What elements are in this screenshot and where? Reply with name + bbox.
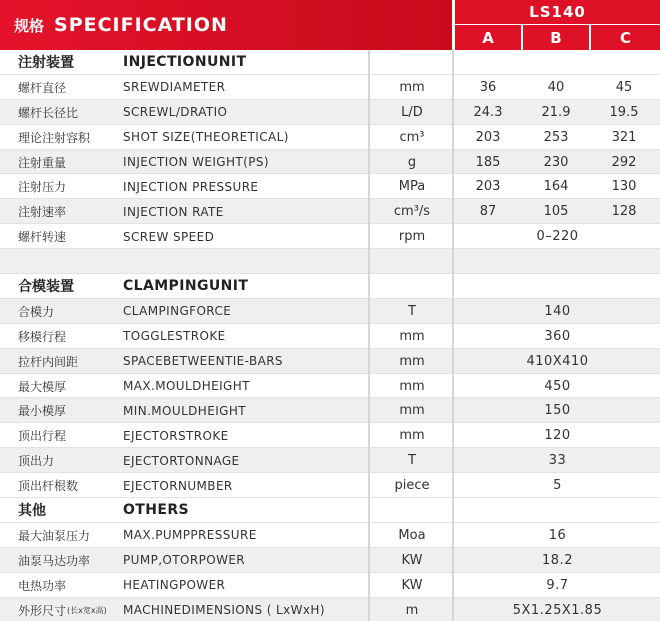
column-header-b: B <box>523 25 589 50</box>
value-c: 130 <box>611 179 637 195</box>
value-b: 253 <box>543 129 569 145</box>
section-header-row <box>0 50 660 75</box>
table-row <box>0 573 660 598</box>
row-label-cn: 合模装置 <box>18 279 74 296</box>
row-unit <box>372 274 452 299</box>
row-label-cn-text: 外形尺寸 <box>18 603 67 618</box>
row-unit: mm <box>399 428 425 444</box>
value-all <box>455 100 660 125</box>
spec-title-en: SPECIFICATION <box>54 14 228 36</box>
row-label-cn: 最大油泵压力 <box>18 528 91 543</box>
value-all <box>455 50 660 75</box>
column-header-a: A <box>455 25 521 50</box>
value-a: 203 <box>475 129 501 145</box>
value-c: 19.5 <box>609 104 639 120</box>
row-label-en: CLAMPINGFORCE <box>123 304 232 319</box>
value-a: 36 <box>479 79 497 95</box>
value-a: 203 <box>475 179 501 195</box>
row-label-cn: 螺杆长径比 <box>18 105 79 120</box>
row-unit: m <box>405 602 419 618</box>
value-a: 24.3 <box>473 104 503 120</box>
row-label-en: INJECTION PRESSURE <box>123 179 259 194</box>
row-label-en: SCREW SPEED <box>123 229 215 244</box>
row-label-en: MAX.MOULDHEIGHT <box>123 379 250 394</box>
row-label-en: INJECTIONUNIT <box>123 54 247 71</box>
row-unit: rpm <box>398 229 426 245</box>
value-b: 164 <box>543 179 569 195</box>
value-all: 410X410 <box>526 353 589 369</box>
row-label-cn: 理论注射容积 <box>18 130 91 145</box>
row-label-cn <box>18 249 118 274</box>
row-unit: cm³/s <box>393 204 431 220</box>
value-all: 9.7 <box>546 577 569 593</box>
row-unit: L/D <box>401 104 423 120</box>
row-unit: mm <box>399 353 425 369</box>
row-label-en: EJECTORTONNAGE <box>123 453 240 468</box>
table-row <box>0 324 660 349</box>
table-row <box>0 150 660 175</box>
section-header-row <box>0 498 660 523</box>
row-label-cn: 油泵马达功率 <box>18 553 91 568</box>
row-unit: mm <box>399 79 425 95</box>
table-row <box>0 423 660 448</box>
row-unit <box>372 50 452 75</box>
table-row <box>0 523 660 548</box>
value-c: 321 <box>611 129 637 145</box>
value-all: 33 <box>548 453 567 469</box>
table-row <box>0 374 660 399</box>
row-unit <box>372 249 452 274</box>
value-a: 87 <box>479 204 497 220</box>
row-unit: KW <box>401 552 423 568</box>
row-label-cn: 注射压力 <box>18 180 67 195</box>
row-label-cn-note: (长x宽x高) <box>67 605 107 615</box>
row-unit: g <box>407 154 417 170</box>
row-unit: T <box>408 453 416 469</box>
row-label-en: PUMP,OTORPOWER <box>123 553 246 568</box>
value-all: 5 <box>553 478 562 494</box>
value-all <box>455 274 660 299</box>
table-row <box>0 548 660 573</box>
row-label-en: MIN.MOULDHEIGHT <box>123 403 246 418</box>
table-row <box>0 249 660 274</box>
value-all: 16 <box>548 527 567 543</box>
value-all: 360 <box>544 328 571 344</box>
row-label-en: INJECTION RATE <box>123 204 224 219</box>
table-row <box>0 199 660 224</box>
row-unit: mm <box>399 403 425 419</box>
value-b: 230 <box>543 154 569 170</box>
value-all <box>455 125 660 150</box>
row-unit: piece <box>394 478 430 494</box>
row-unit: mm <box>399 378 425 394</box>
row-label-cn: 注射速率 <box>18 205 67 220</box>
value-all: 450 <box>544 378 571 394</box>
table-row <box>0 398 660 423</box>
table-row <box>0 100 660 125</box>
value-all <box>455 249 660 274</box>
value-all <box>455 199 660 224</box>
row-unit: cm³ <box>399 129 425 145</box>
table-row <box>0 75 660 100</box>
value-all: 150 <box>544 403 571 419</box>
column-divider <box>452 50 454 621</box>
row-label-cn: 顶出行程 <box>18 429 67 444</box>
row-label-en: MAX.PUMPPRESSURE <box>123 528 257 543</box>
row-label-cn: 顶出杆根数 <box>18 479 79 494</box>
spec-table <box>0 50 660 621</box>
row-label-en: OTHERS <box>123 502 189 519</box>
row-label-en: INJECTION WEIGHT(PS) <box>123 155 269 169</box>
row-label-en <box>123 249 368 274</box>
value-all: 5X1.25X1.85 <box>512 602 603 618</box>
value-all <box>455 174 660 199</box>
value-c: 128 <box>611 204 637 220</box>
table-row <box>0 224 660 249</box>
column-header-c: C <box>591 25 660 50</box>
row-label-cn: 注射重量 <box>18 155 67 170</box>
value-all <box>455 498 660 523</box>
row-label-en: MACHINEDIMENSIONS ( LxWxH) <box>123 603 325 618</box>
value-c: 292 <box>611 154 637 170</box>
table-row <box>0 473 660 498</box>
column-divider <box>368 50 370 621</box>
table-row <box>0 174 660 199</box>
row-label-en: HEATINGPOWER <box>123 578 226 593</box>
row-label-cn: 合模力 <box>18 304 55 319</box>
row-label-cn: 最小模厚 <box>18 404 67 419</box>
value-b: 105 <box>543 204 569 220</box>
row-label-cn: 电热功率 <box>18 578 67 593</box>
table-row <box>0 349 660 374</box>
row-unit: T <box>408 303 416 319</box>
row-unit: MPa <box>398 179 426 195</box>
row-label-cn: 顶出力 <box>18 454 55 469</box>
row-label-en: TOGGLESTROKE <box>123 329 226 344</box>
value-b: 40 <box>547 79 565 95</box>
row-label-cn: 注射装置 <box>18 55 74 72</box>
spec-title <box>0 0 452 50</box>
table-row <box>0 299 660 324</box>
value-all: 120 <box>544 428 571 444</box>
row-label-cn: 最大模厚 <box>18 379 67 394</box>
row-label-en: CLAMPINGUNIT <box>123 278 249 295</box>
row-unit: KW <box>401 577 423 593</box>
row-label-en: SHOT SIZE(THEORETICAL) <box>123 130 289 145</box>
row-label-en: SPACEBETWEENTIE-BARS <box>123 354 283 369</box>
row-label-en: EJECTORSTROKE <box>123 428 229 443</box>
value-a: 185 <box>475 154 501 170</box>
value-c: 45 <box>615 79 633 95</box>
row-unit: Moa <box>398 527 426 543</box>
row-label-cn: 拉杆内间距 <box>18 354 79 369</box>
row-label-en: EJECTORNUMBER <box>123 478 233 493</box>
table-row <box>0 598 660 621</box>
table-row <box>0 125 660 150</box>
value-all <box>455 150 660 175</box>
row-unit: mm <box>399 328 425 344</box>
spec-title-cn: 规格 <box>14 16 45 35</box>
spec-header <box>0 0 660 50</box>
table-row <box>0 448 660 473</box>
row-label-cn: 螺杆转速 <box>18 230 67 245</box>
model-name: LS140 <box>455 0 660 24</box>
value-all: 18.2 <box>542 552 573 568</box>
row-label-cn: 移模行程 <box>18 329 67 344</box>
value-all: 0–220 <box>536 229 579 245</box>
row-unit <box>372 498 452 523</box>
value-all: 140 <box>544 303 571 319</box>
section-header-row <box>0 274 660 299</box>
row-label-cn: 螺杆直径 <box>18 80 67 95</box>
row-label-cn: 其他 <box>18 503 46 520</box>
value-all <box>455 75 660 100</box>
row-label-en: SREWDIAMETER <box>123 80 226 95</box>
row-label-en: SCREWL/DRATIO <box>123 105 228 120</box>
value-b: 21.9 <box>541 104 571 120</box>
row-label-cn <box>18 598 118 621</box>
